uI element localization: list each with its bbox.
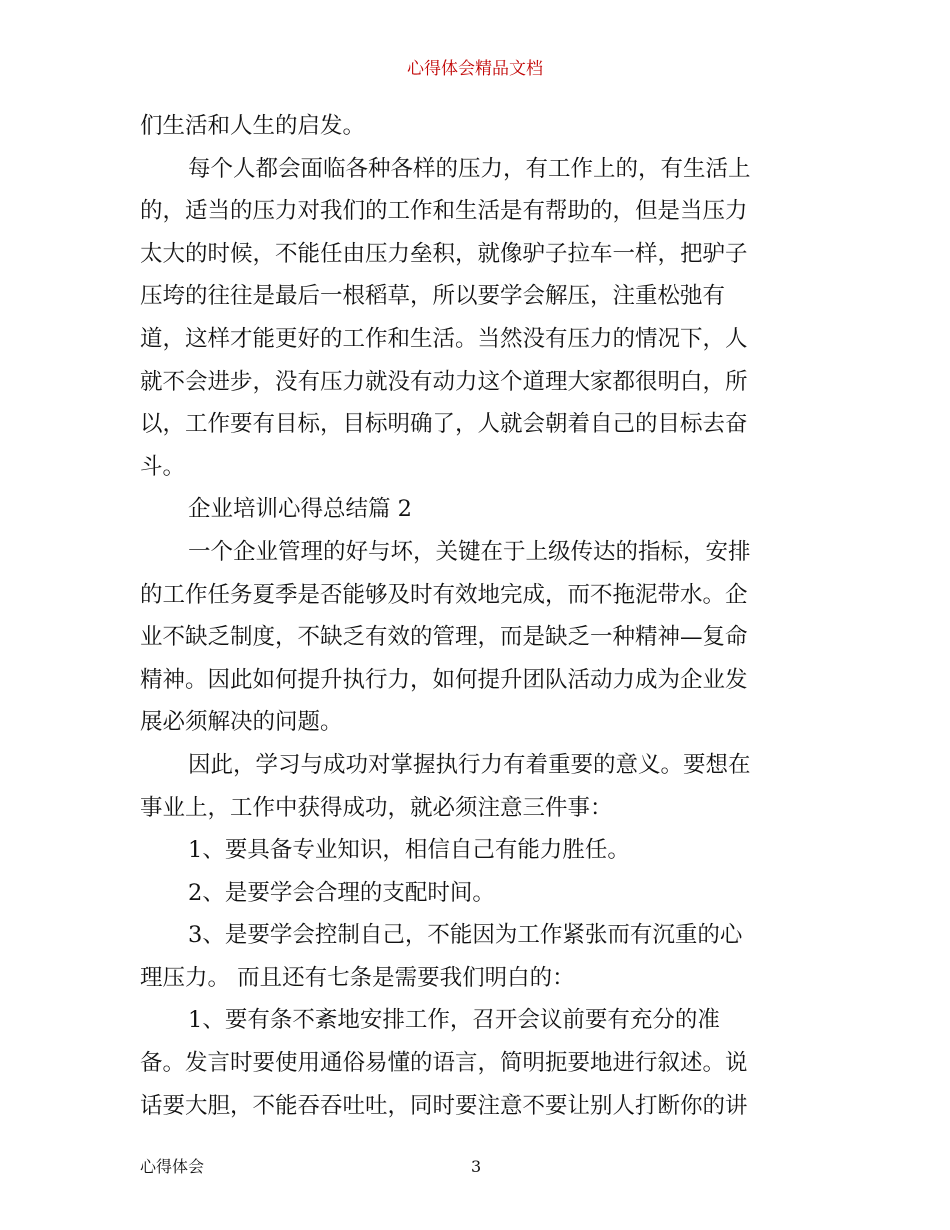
text-line: 每个人都会面临各种各样的压力，有工作上的，有生活上 — [188, 155, 751, 182]
text-line: 展必须解决的问题。 — [140, 709, 343, 736]
text-line: 道，这样才能更好的工作和生活。当然没有压力的情况下，人 — [140, 325, 748, 352]
text-line: 的，适当的压力对我们的工作和生活是有帮助的，但是当压力 — [140, 198, 748, 225]
list-item: 1、要具备专业知识，相信自己有能力胜任。 — [188, 837, 630, 864]
page-number: 3 — [471, 1157, 482, 1176]
list-item: 3、是要学会控制自己，不能因为工作紧张而有沉重的心 — [188, 922, 743, 949]
list-item: 2、是要学会合理的支配时间。 — [188, 879, 495, 906]
section-heading: 企业培训心得总结篇 2 — [188, 496, 412, 523]
page-header-title: 心得体会精品文档 — [407, 59, 543, 79]
footer-label: 心得体会 — [140, 1157, 205, 1176]
text-line: 一个企业管理的好与坏，关键在于上级传达的指标，安排 — [188, 538, 751, 565]
text-line: 精神。因此如何提升执行力，如何提升团队活动力成为企业发 — [140, 666, 748, 693]
text-line: 事业上，工作中获得成功，就必须注意三件事： — [140, 794, 613, 821]
text-line: 业不缺乏制度，不缺乏有效的管理，而是缺乏一种精神—复命 — [140, 624, 748, 651]
text-line: 就不会进步，没有压力就没有动力这个道理大家都很明白，所 — [140, 368, 748, 395]
text-line: 太大的时候，不能任由压力垒积，就像驴子拉车一样，把驴子 — [140, 240, 748, 267]
page-footer — [0, 1156, 950, 1178]
text-line: 斗。 — [140, 453, 186, 480]
text-line: 们生活和人生的启发。 — [140, 113, 366, 139]
text-line: 话要大胆，不能吞吞吐吐，同时要注意不要让别人打断你的讲 — [140, 1092, 748, 1119]
text-line: 的工作任务夏季是否能够及时有效地完成，而不拖泥带水。企 — [140, 581, 748, 608]
list-item: 1、要有条不紊地安排工作，召开会议前要有充分的准 — [188, 1007, 720, 1034]
text-line: 压垮的往往是最后一根稻草，所以要学会解压，注重松弛有 — [140, 283, 726, 310]
text-line: 理压力。 而且还有七条是需要我们明白的： — [140, 964, 575, 991]
document-body — [140, 105, 815, 1127]
text-line: 因此，学习与成功对掌握执行力有着重要的意义。要想在 — [188, 751, 751, 778]
text-line: 以，工作要有目标，目标明确了，人就会朝着自己的目标去奋 — [140, 411, 748, 438]
text-line: 备。发言时要使用通俗易懂的语言，简明扼要地进行叙述。说 — [140, 1050, 748, 1077]
